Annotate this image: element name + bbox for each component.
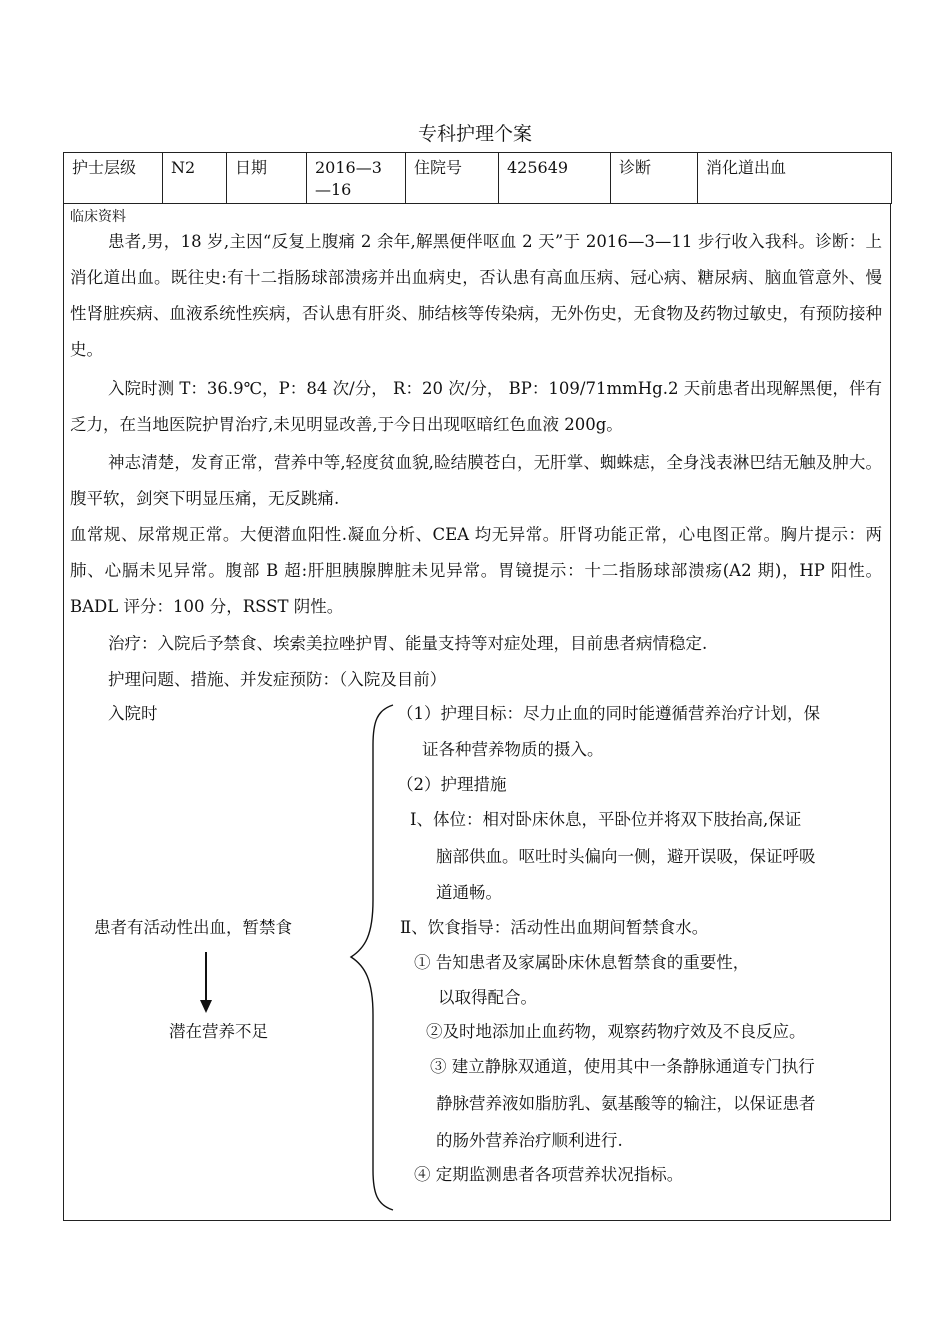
measure2c-line1: ③ 建立静脉双通道，使用其中一条静脉通道专门执行 (430, 1057, 815, 1076)
measure2c-line3: 的肠外营养治疗顺利进行. (436, 1131, 623, 1150)
header-table (63, 152, 892, 204)
admission-label: 入院时 (108, 704, 158, 723)
goal-line1: （1）护理目标：尽力止血的同时能遵循营养治疗计划，保 (397, 704, 820, 723)
tests-paragraph: 血常规、尿常规正常。大便潜血阳性.凝血分析、CEA 均无异常。肝肾功能正常，心电图正常。胸片提示：两肺、心膈未见异常。腹部 B 超:肝胆胰腺脾脏未见异常。胃镜提示：十二指肠球部溃疡(A2 期)，HP 阳性。 BADL 评分：100 分，RSST 阴性。 (70, 525, 882, 616)
measure2-title: Ⅱ、饮食指导：活动性出血期间暂禁食水。 (400, 918, 709, 937)
date-value-line2: —16 (315, 180, 352, 199)
vitals-paragraph: 入院时测 T：36.9℃，P：84 次/分， R：20 次/分， BP：109/71mmHg.2 天前患者出现解黑便，伴有乏力，在当地医院护胃治疗,未见明显改善,于今日出现呕暗红色血液 200g。 (70, 379, 882, 434)
clinical-section-label: 临床资料 (70, 209, 126, 225)
history-paragraph: 患者,男，18 岁,主因“反复上腹痛 2 余年,解黑便伴呕血 2 天”于 2016—3—11 步行收入我科。诊断：上消化道出血。既往史:有十二指肠球部溃疡并出血病史，否认患有高血压病、冠心病、糖尿病、脑血管意外、慢性肾脏疾病、血液系统性疾病，否认患有肝炎、肺结核等传染病，无外伤史，无食物及药物过敏史，有预防接种史。 (70, 232, 882, 359)
diagnosis-value: 消化道出血 (698, 153, 892, 204)
arrowhead-icon (200, 1000, 212, 1013)
admission-no-value: 425649 (499, 153, 611, 204)
treatment-paragraph: 治疗：入院后予禁食、埃索美拉唑护胃、能量支持等对症处理，目前患者病情稳定. (108, 634, 708, 653)
measure2b: ②及时地添加止血药物，观察药物疗效及不良反应。 (426, 1022, 806, 1041)
page-title: 专科护理个案 (417, 123, 532, 145)
admission-no-label: 住院号 (406, 153, 499, 204)
date-label: 日期 (227, 153, 307, 204)
measure1-line1: Ⅰ、体位：相对卧床休息，平卧位并将双下肢抬高,保证 (410, 810, 802, 829)
measure2a-line2: 以取得配合。 (438, 988, 537, 1007)
measure2d: ④ 定期监测患者各项营养状况指标。 (414, 1165, 684, 1184)
date-value-line1: 2016—3 (315, 158, 382, 177)
care-problem: 患者有活动性出血，暂禁食 (94, 918, 292, 937)
arrow-down-icon (205, 952, 207, 1004)
measures-title: （2）护理措施 (397, 775, 507, 794)
date-value (307, 153, 406, 204)
measure2c-line2: 静脉营养液如脂肪乳、氨基酸等的输注，以保证患者 (436, 1094, 816, 1113)
measure2a-line1: ① 告知患者及家属卧床休息暂禁食的重要性， (414, 953, 750, 972)
brace-icon (345, 700, 405, 1215)
measure1-line2: 脑部供血。呕吐时头偏向一侧，避开误吸，保证呼吸 (436, 847, 816, 866)
measure1-line3: 道通畅。 (436, 883, 502, 902)
exam-paragraph: 神志清楚，发育正常，营养中等,轻度贫血貌,睑结膜苍白，无肝掌、蜘蛛痣，全身浅表淋巴结无触及肿大。腹平软，剑突下明显压痛，无反跳痛. (70, 453, 882, 508)
care-risk: 潜在营养不足 (169, 1022, 268, 1041)
nurse-level-label: 护士层级 (64, 153, 163, 204)
goal-line2: 证各种营养物质的摄入。 (422, 740, 604, 759)
nurse-level-value: N2 (163, 153, 227, 204)
nursing-problems-heading: 护理问题、措施、并发症预防：（入院及目前） (108, 670, 447, 689)
diagnosis-label: 诊断 (611, 153, 698, 204)
